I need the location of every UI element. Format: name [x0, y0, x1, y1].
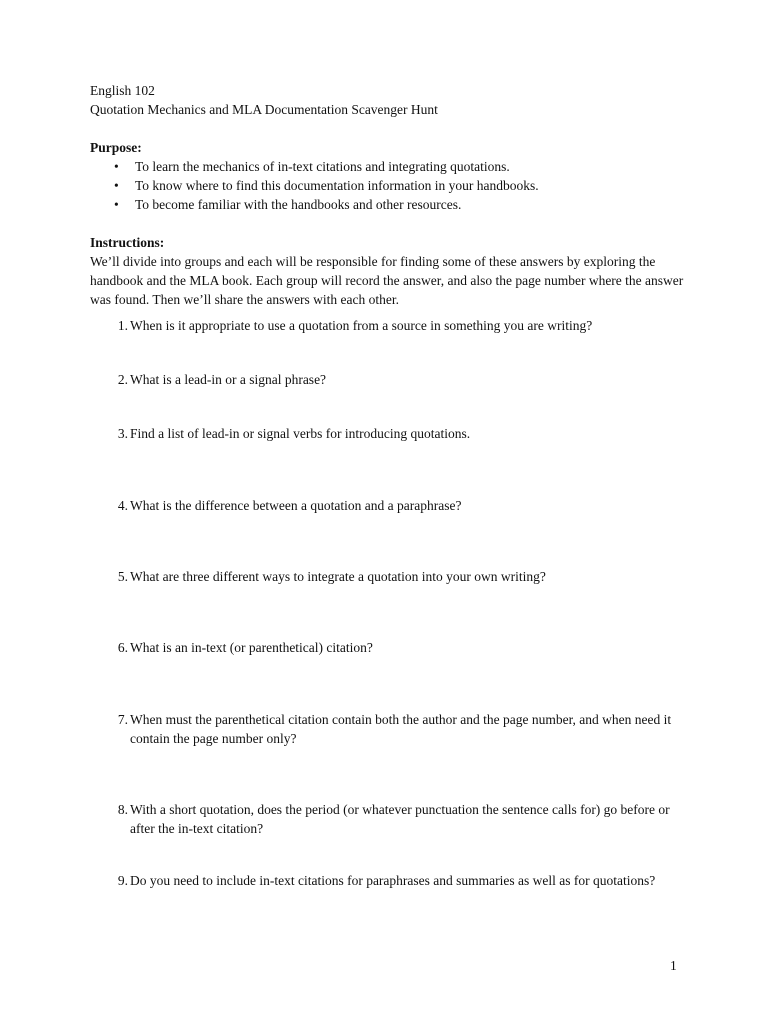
question-item: [90, 567, 690, 586]
purpose-item: [90, 195, 690, 214]
question-number: 4.: [117, 498, 128, 513]
purpose-section: [90, 138, 690, 214]
purpose-item: [90, 176, 690, 195]
bullet-icon: •: [114, 178, 119, 193]
question-number: 8.: [117, 802, 128, 817]
question-item: [90, 800, 690, 838]
document-page: [90, 81, 690, 888]
question-text: When is it appropriate to use a quotation from a source in something you are writing?: [130, 318, 593, 333]
question-item: [90, 424, 690, 443]
purpose-item-text: To become familiar with the handbooks and other resources.: [135, 197, 462, 212]
bullet-icon: •: [114, 159, 119, 174]
question-text: Do you need to include in-text citations for paraphrases and summaries as well as for quotations?: [130, 873, 656, 888]
document-header: [90, 81, 690, 119]
instructions-heading: Instructions:: [90, 235, 165, 250]
question-number: 6.: [117, 640, 128, 655]
question-item: [90, 496, 690, 515]
bullet-icon: •: [114, 197, 119, 212]
page-number: 1: [670, 958, 677, 973]
question-text: Find a list of lead-in or signal verbs for introducing quotations.: [130, 426, 471, 441]
question-text: What is a lead-in or a signal phrase?: [130, 372, 327, 387]
question-number: 1.: [117, 318, 128, 333]
question-number: 3.: [117, 426, 128, 441]
instructions-text: We’ll divide into groups and each will be responsible for finding some of these answers by exploring the handbook and the MLA book. Each group will record the answer, and also the page number where the answer was found. Then we’ll share the answers with each other.: [90, 254, 684, 307]
purpose-item-text: To learn the mechanics of in-text citations and integrating quotations.: [135, 159, 510, 174]
question-item: [90, 710, 690, 748]
purpose-item-text: To know where to find this documentation information in your handbooks.: [135, 178, 539, 193]
question-text: When must the parenthetical citation contain both the author and the page number, and when need it contain the page number only?: [130, 712, 672, 746]
purpose-heading: Purpose:: [90, 140, 142, 155]
question-text: What are three different ways to integrate a quotation into your own writing?: [130, 569, 546, 584]
question-text: With a short quotation, does the period (or whatever punctuation the sentence calls for) go before or after the in-text citation?: [130, 802, 670, 836]
instructions-section: [90, 233, 690, 309]
question-item: [90, 316, 690, 335]
purpose-list: [90, 157, 690, 214]
question-number: 5.: [117, 569, 128, 584]
question-number: 7.: [117, 712, 128, 727]
document-title: Quotation Mechanics and MLA Documentation Scavenger Hunt: [90, 102, 438, 117]
question-item: [90, 871, 690, 890]
course-name: English 102: [90, 83, 155, 98]
question-item: [90, 370, 690, 389]
question-number: 9.: [117, 873, 128, 888]
question-text: What is the difference between a quotation and a paraphrase?: [130, 498, 462, 513]
question-text: What is an in-text (or parenthetical) citation?: [130, 640, 373, 655]
question-item: [90, 638, 690, 657]
question-number: 2.: [117, 372, 128, 387]
purpose-item: [90, 157, 690, 176]
